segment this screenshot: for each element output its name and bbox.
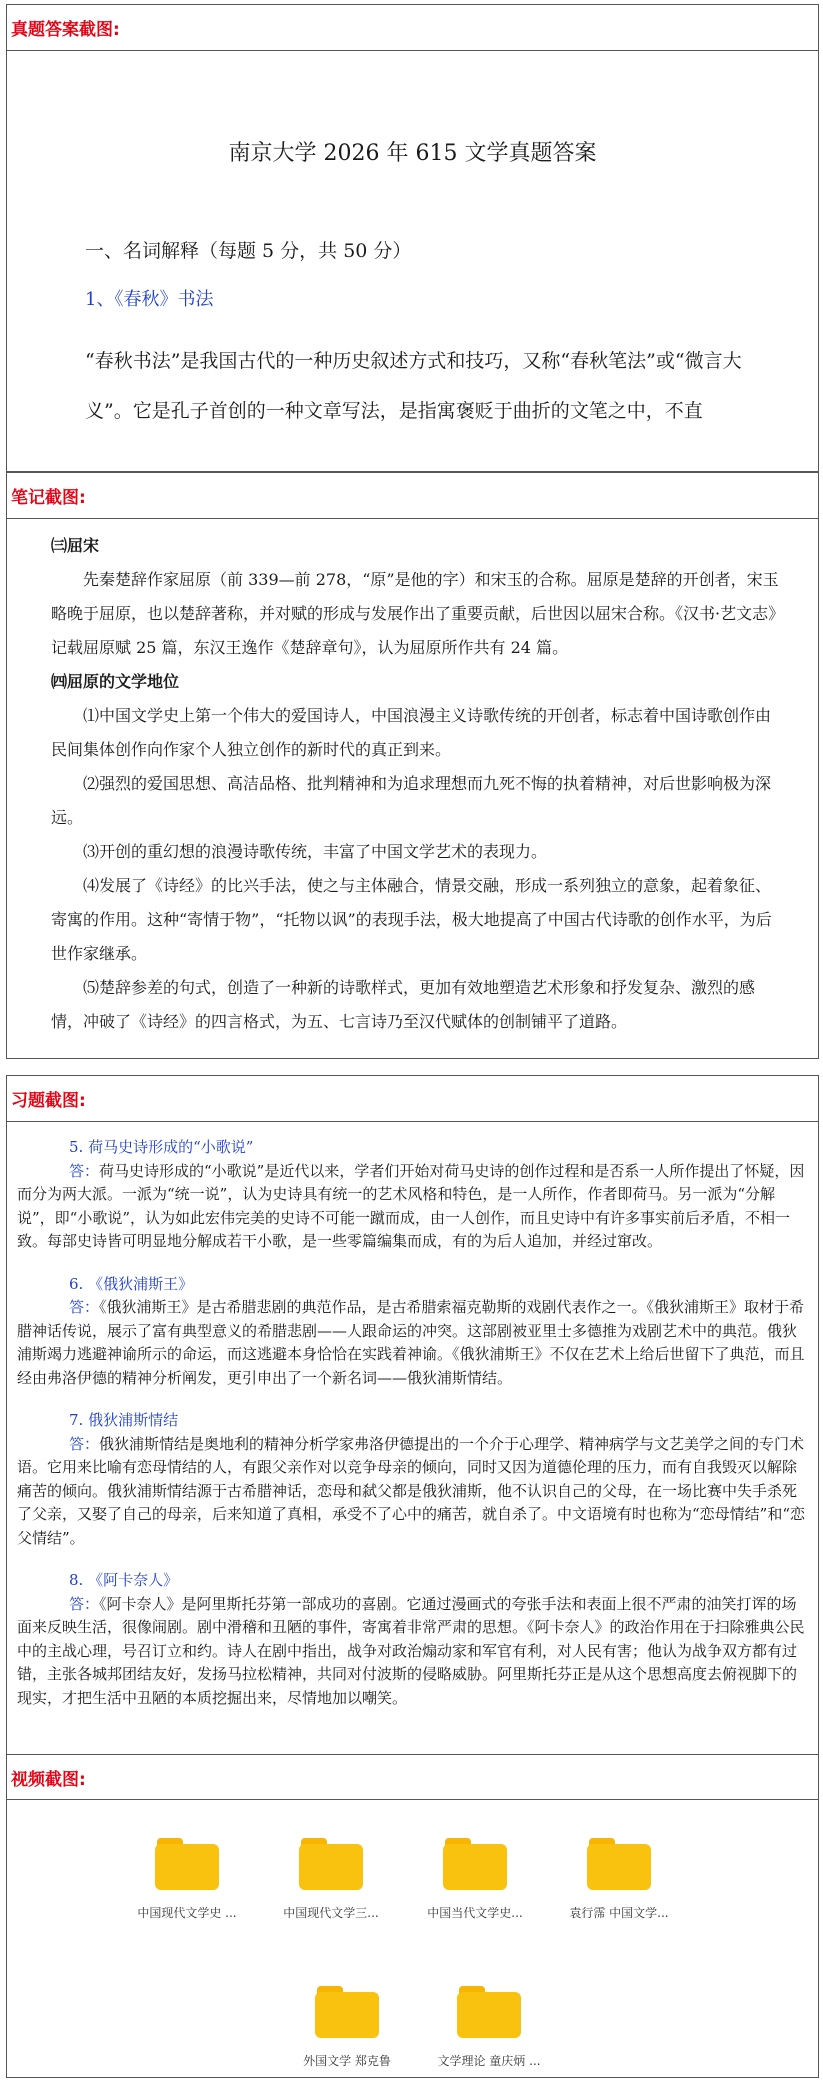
folder-item[interactable] — [261, 1838, 401, 1921]
notes-panel — [6, 472, 819, 1059]
section-heading: 一、名词解释（每题 5 分，共 50 分） — [85, 240, 412, 262]
folder-name: 袁行霈 中国文学... — [569, 1906, 669, 1920]
term-paragraph: “春秋书法”是我国古代的一种历史叙述方式和技巧，又称“春秋笔法”或“微言大义”。它是孔子首创的一种文章写法，是指寓褒贬于曲折的文笔之中，不直 — [85, 350, 742, 422]
folder-name: 中国当代文学史... — [427, 1906, 523, 1920]
notes-subheading: ㈣屈原的文学地位 — [51, 672, 180, 691]
exam-answer-document — [7, 51, 818, 471]
answer-text: 俄狄浦斯情结是奥地利的精神分析学家弗洛伊德提出的一个介于心理学、精神病学与文艺美学之间的专门术语。它用来比喻有恋母情结的人，有跟父亲作对以竞争母亲的倾向，同时又因为道德伦理的压力，而有自我毁灭以解除痛苦的倾向。俄狄浦斯情结源于古希腊神话，恋母和弑父都是俄狄浦斯，他不认识自己的父母，在一场比赛中失手杀死了父亲，又娶了自己的母亲，后来知道了真相，承受不了心中的痛苦，就自杀了。中文语境有时也称为“恋母情结”和“恋父情结”。 — [17, 1434, 806, 1547]
folder-grid — [7, 1800, 818, 2077]
question-answer — [17, 1296, 807, 1390]
notes-body — [51, 529, 786, 1039]
folder-icon — [457, 1986, 521, 2038]
term-heading: 1、《春秋》书法 — [85, 289, 214, 310]
answer-text: 《阿卡奈人》是阿里斯托芬第一部成功的喜剧。它通过漫画式的夸张手法和表面上很不严肃的油笑打诨的场面来反映生活，很像闹剧。剧中滑稽和丑陋的事件，寄寓着非常严肃的思想。《阿卡奈人》的政治作用在于扫除雅典公民中的主战心理，号召订立和约。诗人在剧中指出，战争对政治煽动家和军官有利，对人民有害；他认为战争双方都有过错，主张各城邦团结友好，发扬马拉松精神，共同对付波斯的侵略威胁。阿里斯托芬正是从这个思想高度去俯视脚下的现实，才把生活中丑陋的本质挖掘出来，尽情地加以嘲笑。 — [17, 1594, 805, 1707]
exercises-body — [17, 1136, 807, 1729]
answer-label: 答： — [69, 1434, 100, 1453]
answer-label: 答： — [69, 1594, 100, 1613]
folder-icon — [587, 1838, 651, 1890]
question-title: 5. 荷马史诗形成的“小歌说” — [69, 1138, 254, 1156]
folder-name: 外国文学 郑克鲁 — [303, 2054, 391, 2068]
document-title: 南京大学 2026 年 615 文学真题答案 — [228, 141, 597, 166]
folder-icon — [299, 1838, 363, 1890]
folder-item[interactable] — [405, 1838, 545, 1921]
video-header: 视频截图: — [7, 1754, 818, 1800]
folder-icon — [315, 1986, 379, 2038]
folder-item[interactable] — [117, 1838, 257, 1921]
folder-icon — [155, 1838, 219, 1890]
exercises-header: 习题截图: — [7, 1076, 818, 1122]
notes-paragraph: 先秦楚辞作家屈原（前 339—前 278，“原”是他的字）和宋玉的合称。屈原是楚辞的开创者，宋玉略晚于屈原，也以楚辞著称，并对赋的形成与发展作出了重要贡献，后世因以屈宋合称。《汉书·艺文志》记载屈原赋 25 篇，东汉王逸作《楚辞章句》，认为屈原所作共有 24 篇。 — [51, 570, 785, 657]
answer-label: 答： — [69, 1161, 100, 1180]
folder-name: 中国现代文学三... — [283, 1906, 379, 1920]
folder-name: 中国现代文学史 ... — [137, 1906, 237, 1920]
question-title: 7. 俄狄浦斯情结 — [69, 1411, 179, 1429]
question-answer — [17, 1433, 807, 1551]
notes-list-item: ⑶开创的重幻想的浪漫诗歌传统，丰富了中国文学艺术的表现力。 — [83, 842, 548, 861]
notes-list-item: ⑴中国文学史上第一个伟大的爱国诗人，中国浪漫主义诗歌传统的开创者，标志着中国诗歌创作由民间集体创作向作家个人独立创作的新时代的真正到来。 — [51, 706, 772, 759]
question-answer — [17, 1593, 807, 1711]
folder-name: 文学理论 童庆炳 ... — [437, 2054, 541, 2068]
notes-header: 笔记截图: — [7, 473, 818, 519]
notes-list-item: ⑷发展了《诗经》的比兴手法，使之与主体融合，情景交融，形成一系列独立的意象，起着象征、寄寓的作用。这种“寄情于物”，“托物以讽”的表现手法，极大地提高了中国古代诗歌的创作水平，为后世作家继承。 — [51, 876, 772, 963]
answer-text: 荷马史诗形成的“小歌说”是近代以来，学者们开始对荷马史诗的创作过程和是否系一人所作提出了怀疑，因而分为两大派。一派为“统一说”，认为史诗具有统一的艺术风格和特色，是一人所作，作者即荷马。另一派为“分解说”，即“小歌说”，认为如此宏伟完美的史诗不可能一蹴而成，由一人创作，而且史诗中有许多事实前后矛盾，不相一致。每部史诗皆可明显地分解成若干小歌，是一些零篇编集而成，有的为后人追加，并经过窜改。 — [17, 1161, 805, 1250]
folder-item[interactable] — [277, 1986, 417, 2069]
folder-item[interactable] — [549, 1838, 689, 1921]
answer-label: 答： — [69, 1298, 100, 1316]
notes-list-item: ⑵强烈的爱国思想、高洁品格、批判精神和为追求理想而九死不悔的执着精神，对后世影响极为深远。 — [51, 774, 772, 827]
answer-text: 《俄狄浦斯王》是古希腊悲剧的典范作品，是古希腊索福克勒斯的戏剧代表作之一。《俄狄浦斯王》取材于希腊神话传说，展示了富有典型意义的希腊悲剧——人跟命运的冲突。这部剧被亚里士多德推为戏剧艺术中的典范。俄狄浦斯竭力逃避神谕所示的命运，而这逃避本身恰恰在实践着神谕。《俄狄浦斯王》不仅在艺术上给后世留下了典范，而且经由弗洛伊德的精神分析阐发，更引申出了一个新名词——俄狄浦斯情结。 — [17, 1298, 805, 1387]
exam-answer-panel — [6, 4, 819, 472]
question-title: 6. 《俄狄浦斯王》 — [69, 1274, 194, 1293]
folder-item[interactable] — [419, 1986, 559, 2069]
exercises-panel — [6, 1075, 819, 2078]
notes-list-item: ⑸楚辞参差的句式，创造了一种新的诗歌样式，更加有效地塑造艺术形象和抒发复杂、激烈的感情，冲破了《诗经》的四言格式，为五、七言诗乃至汉代赋体的创制铺平了道路。 — [51, 978, 756, 1031]
exam-answer-header: 真题答案截图: — [7, 5, 818, 51]
notes-subheading: ㈢屈宋 — [51, 536, 100, 555]
question-answer — [17, 1160, 807, 1254]
question-title: 8. 《阿卡奈人》 — [69, 1571, 179, 1589]
folder-icon — [443, 1838, 507, 1890]
